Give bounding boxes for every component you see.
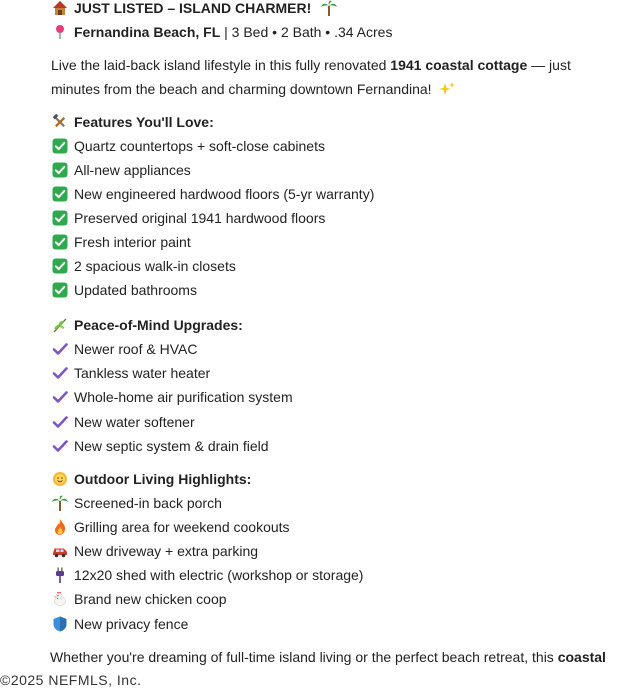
list-item-label: Fresh interior paint (74, 234, 191, 251)
tools-icon (52, 114, 68, 130)
outdoor-heading-text: Outdoor Living Highlights: (74, 471, 252, 487)
list-item (52, 256, 236, 276)
list-item-label: New privacy fence (74, 615, 189, 632)
sun-icon (52, 471, 68, 487)
list-item (52, 412, 195, 432)
check-box-icon (52, 234, 68, 250)
intro-bold: 1941 coastal cottage (390, 57, 528, 73)
list-item (52, 160, 191, 180)
list-item-label: Whole-home air purification system (74, 389, 293, 406)
features-heading-text: Features You'll Love: (74, 114, 214, 130)
chicken-icon (52, 591, 68, 607)
outdoor-heading (52, 469, 251, 489)
check-mark-icon (52, 414, 68, 430)
fire-icon (52, 519, 68, 535)
check-box-icon (52, 282, 68, 298)
closing-bold: coastal (557, 649, 606, 665)
copyright-text: ©2025 NEFMLS, Inc. (0, 672, 142, 688)
list-item-label: New water softener (74, 413, 195, 430)
list-item-label: Screened-in back porch (74, 495, 222, 511)
pushpin-icon (52, 24, 68, 40)
list-item (52, 517, 290, 537)
herb-icon (52, 317, 68, 333)
list-item-label: Newer roof & HVAC (74, 341, 198, 357)
list-item-label: All-new appliances (74, 162, 191, 179)
list-item-label: Brand new chicken coop (74, 591, 227, 608)
intro-text: Live the laid-back island lifestyle in this fully renovated (51, 57, 391, 73)
copyright-watermark (0, 668, 141, 692)
house-icon (52, 0, 68, 16)
sparkles-icon (439, 81, 455, 97)
list-item (52, 541, 258, 561)
palm-tree-icon (321, 0, 337, 16)
closing-text: Whether you're dreaming of full-time island living or the perfect beach retreat, this (50, 649, 558, 665)
list-item (52, 208, 325, 228)
list-item (52, 136, 325, 156)
location-line: Fernandina Beach, FL | 3 Bed • 2 Bath • .34 Acres (52, 22, 392, 42)
list-item (52, 387, 293, 407)
list-item (52, 280, 197, 300)
list-item-label: New driveway + extra parking (74, 543, 259, 560)
list-item (52, 232, 191, 252)
listing-title-line (52, 0, 343, 18)
intro-paragraph (51, 53, 621, 101)
list-item (52, 436, 269, 456)
list-item (52, 614, 188, 634)
shield-icon (52, 616, 68, 632)
list-item-label: Tankless water heater (74, 365, 211, 382)
list-item-label: New septic system & drain field (74, 437, 269, 454)
check-mark-icon (52, 389, 68, 405)
list-item (52, 565, 363, 585)
list-item (52, 184, 374, 204)
listing-title: JUST LISTED – ISLAND CHARMER! (74, 0, 312, 16)
car-icon (52, 543, 68, 559)
closing-paragraph (50, 645, 640, 669)
property-specs: 3 Bed • 2 Bath • .34 Acres (231, 24, 393, 40)
list-item-label: 12x20 shed with electric (workshop or storage) (74, 567, 364, 584)
check-box-icon (52, 186, 68, 202)
check-box-icon (52, 138, 68, 154)
check-mark-icon (52, 365, 68, 381)
check-mark-icon (52, 341, 68, 357)
list-item (52, 493, 222, 513)
intro-text-end: — just minutes from the beach and charming downtown Fernandina! (51, 57, 571, 97)
check-box-icon (52, 162, 68, 178)
check-mark-icon (52, 438, 68, 454)
location: Fernandina Beach, FL (74, 24, 221, 40)
electric-plug-icon (52, 567, 68, 583)
list-item-label: 2 spacious walk-in closets (74, 258, 236, 275)
list-item-label: Grilling area for weekend cookouts (74, 519, 290, 536)
list-item-label: Updated bathrooms (74, 282, 197, 299)
features-heading (52, 112, 214, 132)
upgrades-heading-text: Peace-of-Mind Upgrades: (74, 317, 243, 333)
palm-tree-icon (52, 495, 68, 511)
list-item (52, 589, 227, 609)
list-item (52, 339, 197, 359)
check-box-icon (52, 210, 68, 226)
list-item-label: Preserved original 1941 hardwood floors (74, 210, 326, 227)
list-item-label: New engineered hardwood floors (5-yr warranty) (74, 186, 375, 203)
list-item-label: Quartz countertops + soft-close cabinets (74, 138, 325, 154)
check-box-icon (52, 258, 68, 274)
upgrades-heading (52, 315, 243, 335)
list-item (52, 363, 210, 383)
